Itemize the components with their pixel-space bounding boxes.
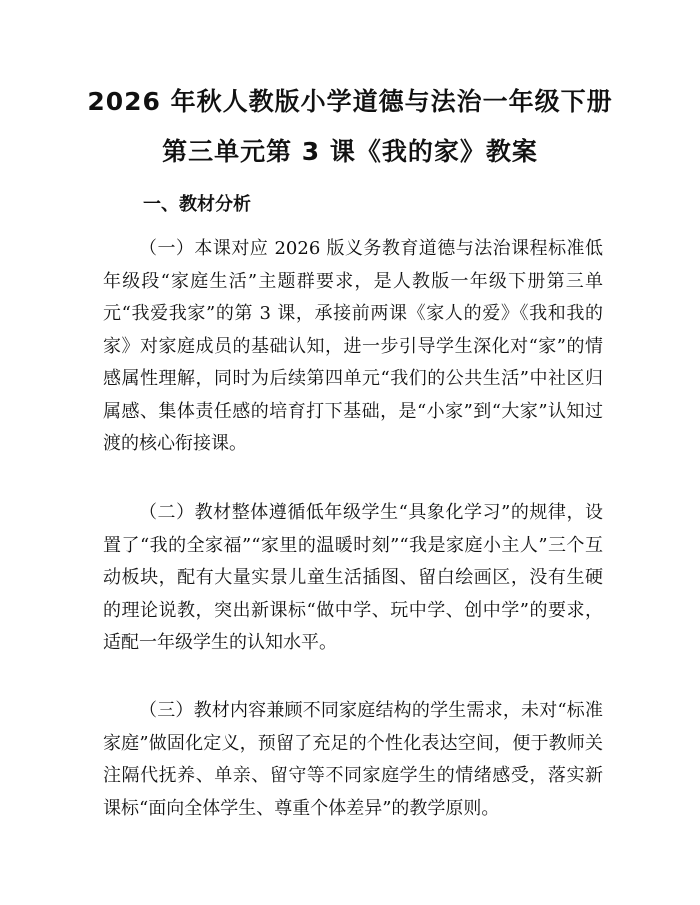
paragraph-3: （三）教材内容兼顾不同家庭结构的学生需求，未对“标准家庭”做固化定义，预留了充足的个性化表达空间，便于教师关注隔代抚养、单亲、留守等不同家庭学生的情绪感受，落实新课标“面向全体学生、尊重个体差异”的教学原则。 [103,700,603,819]
section-heading: 一、教材分析 [143,194,251,215]
document-title-line1: 2026 年秋人教版小学道德与法治一年级下册 [87,87,613,116]
document-title-line2: 第三单元第 3 课《我的家》教案 [162,137,538,166]
paragraph-1: （一）本课对应 2026 版义务教育道德与法治课程标准低年级段“家庭生活”主题群要求，是人教版一年级下册第三单元“我爱我家”的第 3 课，承接前两课《家人的爱》《我和我的家》对家庭成员的基础认知，进一步引导学生深化对“家”的情感属性理解，同时为后续第四单元“我们的公共生活”中社区归属感、集体责任感的培育打下基础，是“小家”到“大家”认知过渡的核心衔接课。 [103,238,603,454]
paragraph-2: （二）教材整体遵循低年级学生“具象化学习”的规律，设置了“我的全家福”“家里的温暖时刻”“我是家庭小主人”三个互动板块，配有大量实景儿童生活插图、留白绘画区，没有生硬的理论说教，突出新课标“做中学、玩中学、创中学”的要求，适配一年级学生的认知水平。 [103,502,603,653]
